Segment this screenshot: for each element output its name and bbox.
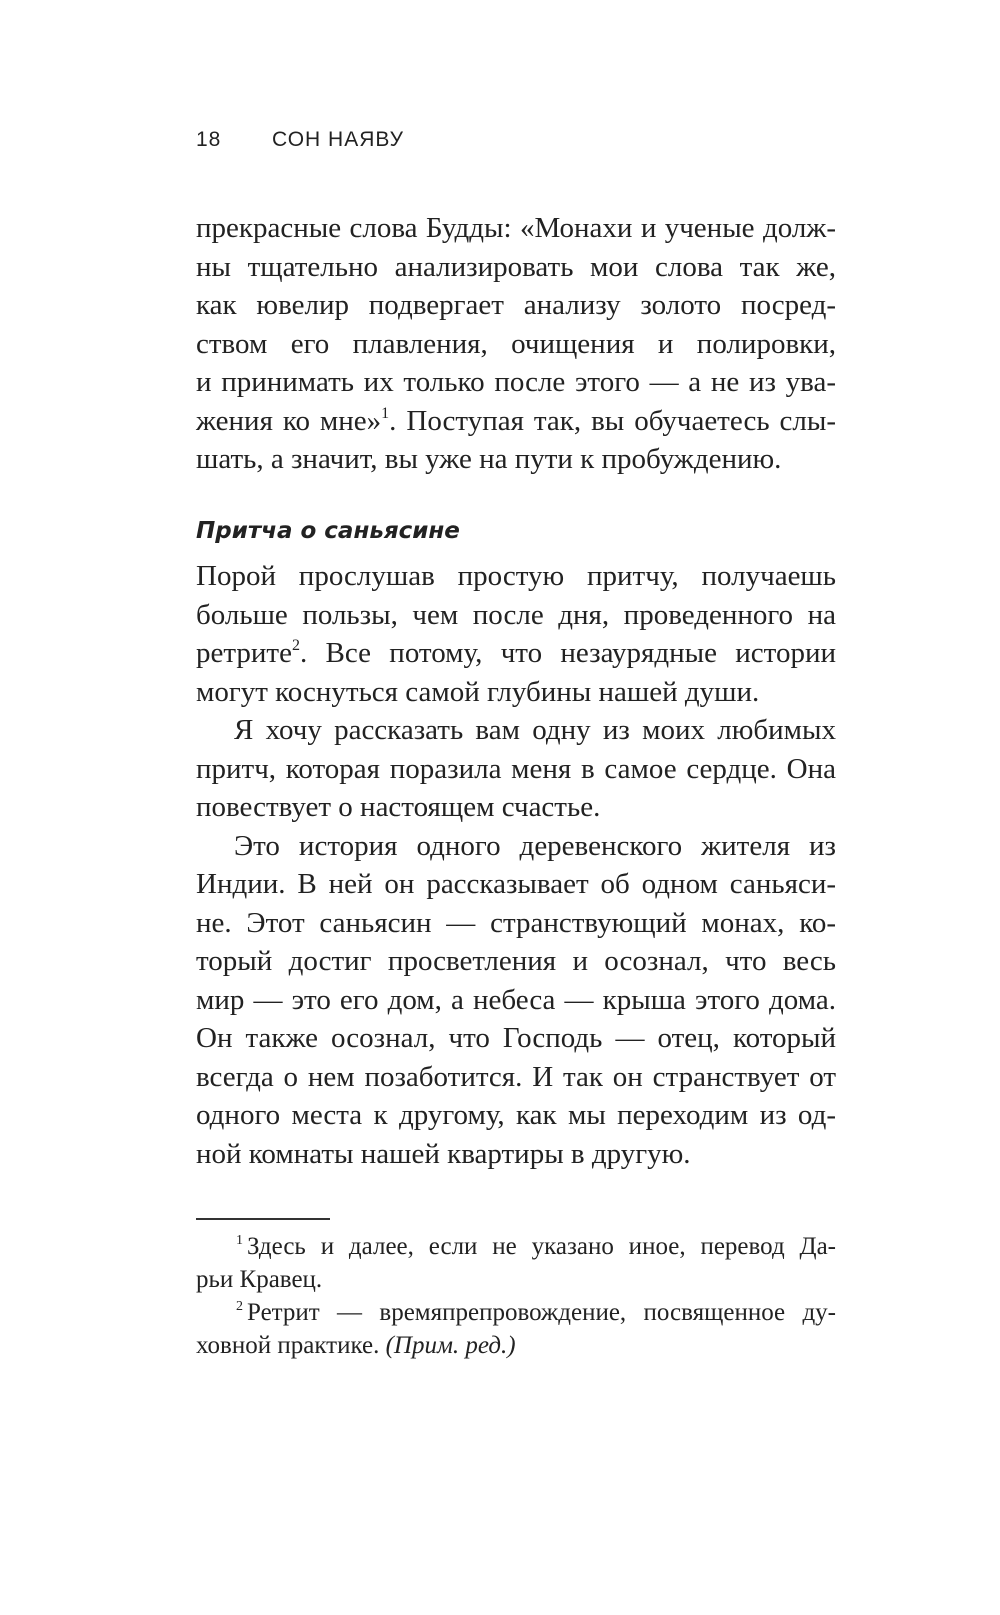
text-line: и принимать их только после этого — а не из ува-: [196, 366, 836, 398]
footnote-text: Ретрит — времяпрепровождение, посвященное ду-: [247, 1299, 836, 1326]
text-line: Он также осознал, что Господь — отец, который: [196, 1022, 836, 1054]
footnote-1: [196, 1230, 836, 1263]
text-line: повествует о настоящем счастье.: [196, 791, 601, 823]
text-line: Индии. В ней он рассказывает об одном саньяси-: [196, 868, 836, 900]
text-line: ством его плавления, очищения и полировки,: [196, 327, 836, 360]
text-line: не. Этот саньясин — странствующий монах, ко-: [196, 906, 836, 939]
text-line: Порой прослушав простую притчу, получаешь: [196, 560, 836, 592]
footnote-text: Здесь и далее, если не указано иное, перевод Да-: [247, 1233, 836, 1260]
footnote-ref-2[interactable]: 2: [291, 637, 300, 654]
text-line: [196, 634, 836, 673]
parable-text: [196, 557, 836, 1173]
text-line: Это история одного деревенского жителя из: [234, 829, 836, 862]
text-line: больше пользы, чем после дня, проведенного на: [196, 598, 836, 631]
editor-note: (Прим. ред.): [385, 1332, 516, 1359]
text-line: одного места к другому, как мы переходим из од-: [196, 1099, 836, 1131]
page-number: 18: [196, 128, 222, 151]
text-fragment: . Поступая так, вы обучаетесь слы-: [389, 404, 836, 437]
footnote-mark-2: 2: [236, 1299, 243, 1314]
text-line: как ювелир подвергает анализу золото посред-: [196, 289, 836, 321]
footnote-1-cont: рьи Кравец.: [196, 1266, 323, 1293]
footnote-divider: [196, 1218, 330, 1220]
text-line: мир — это его дом, а небеса — крыша этого дома.: [196, 983, 836, 1016]
text-line: прекрасные слова Будды: «Монахи и ученые долж-: [196, 212, 836, 244]
intro-paragraph: [196, 209, 836, 479]
text-line: всегда о нем позаботится. И так он странствует от: [196, 1060, 836, 1093]
text-line: шать, а значит, вы уже на пути к пробуждению.: [196, 443, 782, 475]
text-fragment: жения ко мне»: [196, 404, 382, 437]
text-line: ны тщательно анализировать мои слова так же,: [196, 250, 836, 283]
text-line: могут коснуться самой глубины нашей души.: [196, 675, 760, 708]
text-fragment: . Все потому, что незаурядные истории: [299, 637, 836, 669]
footnote-2: [196, 1296, 836, 1329]
running-title: СОН НАЯВУ: [272, 128, 405, 151]
running-head: [196, 128, 404, 152]
footnote-2-cont: [196, 1329, 836, 1362]
text-line: Я хочу рассказать вам одну из моих любимых: [234, 714, 836, 746]
text-line: притч, которая поразила меня в самое сердце. Она: [196, 752, 836, 785]
footnotes: [196, 1230, 836, 1362]
text-fragment: ретрите: [196, 637, 292, 669]
text-line: торый достиг просветления и осознал, что весь: [196, 945, 836, 977]
section-heading: Притча о саньясине: [196, 518, 460, 544]
footnote-mark-1: 1: [236, 1233, 243, 1248]
footnote-text: ховной практике.: [196, 1332, 386, 1359]
footnote-ref-1[interactable]: 1: [381, 404, 390, 422]
text-line: ной комнаты нашей квартиры в другую.: [196, 1137, 691, 1170]
text-line: [196, 402, 836, 441]
